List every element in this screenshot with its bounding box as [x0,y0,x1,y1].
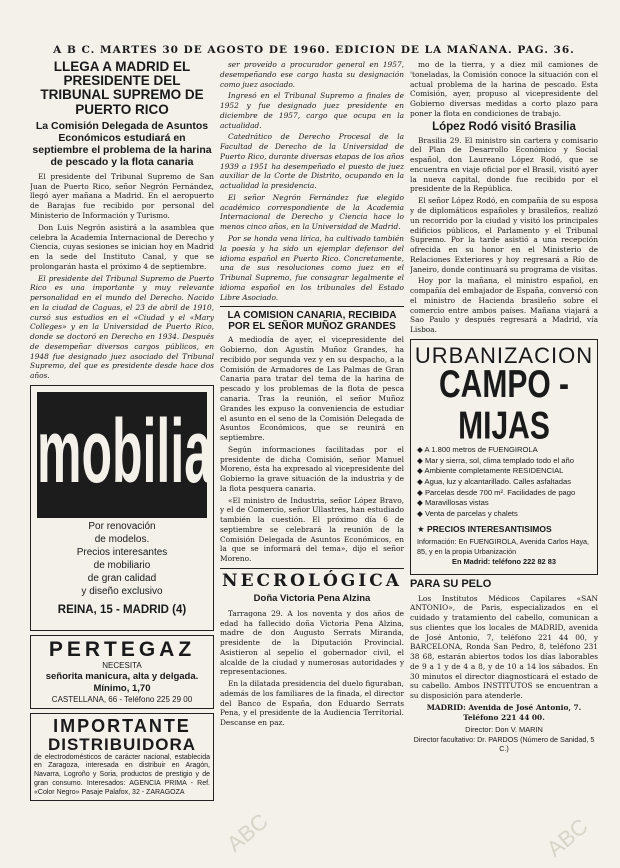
page-header: A B C. MARTES 30 DE AGOSTO DE 1960. EDICION DE LA MAÑANA. PAG. 36. [53,44,575,56]
article-paragraph: «El ministro de Industria, señor López Bravo, y el de Comercio, señor Ullastres, han estudiado también la cuestión. El próximo día 6 de septiembre se celebrará la reunión de la Comisión Delegada de Asuntos Económicos, en la que se informará del tema», dijo el señor Moreno. [220,495,404,564]
article-paragraph: El presidente del Tribunal Supremo de San Juan de Puerto Rico, señor Negrón Fernández, llegó ayer mañana a Madrid. En el aeropuerto de Barajas fue recibido por personal del Ministerio de Información y Turismo. [30,171,214,220]
campo-mijas-title: CAMPO - MIJAS [439,363,569,448]
column-middle [220,60,404,860]
mobilia-address: REINA, 15 - MADRID (4) [57,604,187,617]
features-list: ◆ A 1.800 metros de FUENGIROLA ◆ Mar y sierra, sol, clima templado todo el año ◆ Ambiente completamente RESIDENCIAL ◆ Agua, luz y alcantarillado. Calles asfaltadas ◆ Parcelas desde 700 m². Facilidades de pago ◆ Maravillosas vistas ◆ Venta de parcelas y chalets [417,445,591,519]
column-left [30,60,214,860]
subheadline-comision: La Comisión Delegada de Asuntos Económicos estudiará en septiembre el problema de la harina de pescado y la flota canaria [32,119,212,168]
article-paragraph: Tarragona 29. A los noventa y dos años de edad ha fallecido doña Victoria Pena Alzina, madre de don Augusto Serrats Miranda, presidente de la Diputación Provincial. Asistieron al sepelio el gobernador civil, el alcalde de la ciudad y numerosas autoridades y representaciones. [220,608,404,677]
headline-puerto-rico: LLEGA A MADRID EL PRESIDENTE DEL TRIBUNAL SUPREMO DE PUERTO RICO [40,60,204,117]
article-paragraph: A mediodía de ayer, el vicepresidente del Gobierno, don Agustín Muñoz Grandes, ha recibido por segunda vez y en su despacho, a la Comisión de Armadores de Las Palmas de Gran Canaria para tratar del tema de la harina de pescado y los problemas de la flota de pesca canaria. Tras la reunión, el señor Muñoz Grandes les expuso la conveniencia de estudiar el asunto en el seno de la Comisión Delegada de Asuntos Económicos, que se reunirá en septiembre. [220,335,404,443]
divider [220,568,404,569]
article-paragraph: Ingresó en el Tribunal Supremo a finales de 1952 y fue designado juez presidente en diciembre de 1957, cargo que ocupa en la actualidad. [220,91,404,130]
necrologica-subtitle: Doña Victoria Pena Alzina [253,592,371,604]
precios-line: ★ PRECIOS INTERESANTISIMOS [417,523,552,534]
watermark: ABC [221,808,273,857]
article-paragraph: mo de la tierra, y a diez mil camiones de 'toneladas, la Comisión conoce la situación con el actual problema de la harina de pescado. Esta Comisión, ayer, propuso al vicepresidente del Gobierno diversas medidas a corto plazo para poner la flota en condiciones de trabajo. [410,60,598,118]
article-paragraph: El presidente del Tribunal Supremo de Puerto Rico es una importante y muy relevante personalidad en el mundo del Derecho. Nacido en la ciudad de Caguas, el 23 de abril de 1910, cursó sus estudios en el «Ciudad y el «Mary Colleges» y en la Universidad de Puerto Rico, donde se doctoró en Derecho en 1934. Después de desempeñar diversos cargos públicos, en 1948 fue designado juez asociado del Tribunal Supremo, del que es presidente desde hace dos años. [30,273,214,381]
pelo-title: PARA SU PELO [410,577,492,590]
mobilia-ad [30,385,214,631]
director-line-2: Director facultativo: Dr. PARDOS (Número de Sanidad, 5 C.) [413,734,595,753]
article-paragraph: El señor Negrón Fernández fue elegido académico correspondiente de la Academia Internacional de Derecho y Ciencia hace lo menos cinco años, en la Universidad de Madrid. [220,192,404,232]
article-paragraph: El señor López Rodó, en compañía de su esposa y de diplomáticos españoles y brasileños, realizó un recorrido por la ciudad y visitó los principales edificios públicos, el Parlamento y el Tribunal Supremo. Por la tarde asistió a una recepción ofrecida en su honor en el Ministerio de Relaciones Exteriores y hoy regresará a Río de Janeiro, donde continuará su programa de visitas. [410,196,598,274]
article-paragraph: ser proveído a procurador general en 1957, desempeñando ese cargo hasta su designación como juez asociado. [220,60,404,89]
headline-lopez-rodo: López Rodó visitó Brasilia [432,120,576,133]
necrologica-title: NECROLÓGICA [222,570,402,591]
star-icon: ★ [417,523,427,534]
divider [220,306,404,307]
article-paragraph: Los Institutos Médicos Capilares «SAN ANTONIO», de Paris, especializados en el cuidado y tratamiento del cabello, comunican a sus clientes que los locales de MADRID, avenida de José Antonio, 7, teléfono 221 44 00, y BARCELONA, Ronda San Pedro, 8, teléfono 231 38 68, estarán abiertos todos los días laborables de 9 a 1 y de 4 a 8, y de 10 a 14 los sábados. En 30 minutos el director diagnosticará el estado de su cabello. Ambos INSTITUTOS se encuentran a su disposición para atenderle. [410,593,598,701]
pertegaz-ad: PERTEGAZ NECESITA señorita manicura, alta y delgada. Mínimo, 1,70 CASTELLANA, 66 - Teléfono 225 29 00 [30,635,214,709]
article-paragraph: Por se honda vena lírica, ha cultivado también la poesía y ha sido un ejemplar defensor del idioma español en Puerto Rico. Concretamente, una de sus resoluciones como juez en el Tribunal Supremo, fue consagrar legalmente el idioma español en los tribunales del Estado Libre Asociado. [220,234,404,302]
pertegaz-name: PERTEGAZ [48,638,196,662]
headline-comision-canaria: LA COMISION CANARIA, RECIBIDA POR EL SEÑOR MUÑOZ GRANDES [227,310,397,332]
article-paragraph: Don Luis Negrón asistirá a la asamblea que celebra la Academia Internacional de Derecho y Ciencia, cuyas sesiones se inician hoy en Madrid en la sede del Instituto Canal, y que se prolongarán hasta el próximo 4 de septiembre. [30,222,214,271]
urbanizacion-title: URBANIZACION [414,342,594,368]
article-paragraph: Brasilia 29. El ministro sin cartera y comisario del Plan de Desarrollo Económico y Social español, don Laureano López Rodó, que se encuentra en viaje oficial por el Brasil, visitó ayer la nueva capital, donde fue recibido por el presidente de la República. [410,135,598,194]
column-right: mo de la tierra, y a diez mil camiones de 'toneladas, la Comisión conoce la situación con el actual problema de la harina de pescado. Esta Comisión, ayer, propuso al vicepresidente del Gobierno diversas medidas a corto plazo para poner la flota en condiciones de trabajo. López Rodó visitó Brasilia Brasilia 29. El ministro sin cartera y comisario del Plan de Desarrollo Económico y Social español, don Laureano López Rodó, que se encuentra en viaje oficial por el Brasil, visitó ayer la nueva capital, donde fue recibido por el presidente de la República. El señor López Rodó, en compañía de su esposa y de diplomáticos españoles y brasileños, realizó un recorrido por la ciudad y visitó los principales edificios públicos, el Parlamento y el Tribunal Supremo. Por la tarde asistió a una recepción ofrecida en su honor en el Ministerio de Relaciones Exteriores y hoy regresará a Río de Janeiro, donde continuará su programa de visitas. Hoy por la mañana, el ministro español, en compañía del embajador de España, conversó con el ministro de Hacienda brasileño sobre el comercio entre ambos países. Mañana viajará a Sao Paulo y después regresará a Madrid, vía Lisboa. URBANIZACION CAMPO - MIJAS ◆ A 1.800 metros de FUENGIROLA ◆ Mar y sierra, sol, clima templado todo el año ◆ Ambiente completamente RESIDENCIAL ◆ Agua, luz y alcantarillado. Calles asfaltadas ◆ Parcelas desde 700 m². Facilidades de pago ◆ Maravillosas vistas ◆ Venta de parcelas y chalets ★ PRECIOS INTERESANTISIMOS Información: En FUENGIROLA, Avenida Carlos Haya, 85, y en la propia Urbanización En Madrid: teléfono 222 82 83 PARA SU PELO Los Institutos Médicos Capilares «SAN ANTONIO», de Paris, especializados en el cuidado y tratamiento del cabello, comunican a sus clientes que los locales de MADRID, avenida de José Antonio, 7, teléfono 221 44 00, y BARCELONA, Ronda San Pedro, 8, teléfono 231 38 68, estarán abiertos todos los días laborables de 9 a 1 y de 4 a 8, y de 10 a 14 los sábados. En 30 minutos el director diagnosticará el estado de su cabello. Ambos INSTITUTOS se encuentran a su disposición para atenderle. MADRID: Avenida de José Antonio, 7. Teléfono 221 44 00. Director: Don V. MARIN Director facultativo: Dr. PARDOS (Número de Sanidad, 5 C.) [410,60,598,860]
mobilia-tagline: Por renovación de modelos. Precios interesantes de mobiliario de gran calidad y diseño exclusivo [76,521,168,598]
urbanizacion-ad: URBANIZACION CAMPO - MIJAS ◆ A 1.800 metros de FUENGIROLA ◆ Mar y sierra, sol, clima templado todo el año ◆ Ambiente completamente RESIDENCIAL ◆ Agua, luz y alcantarillado. Calles asfaltadas ◆ Parcelas desde 700 m². Facilidades de pago ◆ Maravillosas vistas ◆ Venta de parcelas y chalets ★ PRECIOS INTERESANTISIMOS Información: En FUENGIROLA, Avenida Carlos Haya, 85, y en la propia Urbanización En Madrid: teléfono 222 82 83 [410,339,598,575]
article-paragraph: Según informaciones facilitadas por el presidente de dicha Comisión, señor Manuel Moreno, ésta ha expresado al vicepresidente del Gobierno la grave situación de la industria y de la flota pesquera canaria. [220,444,404,493]
director-line: Director: Don V. MARIN [465,725,543,735]
article-paragraph: Catedrático de Derecho Procesal de la Facultad de Derecho de la Universidad de Puerto Rico, durante diversas etapas de los años 1939 a 1951 ha desempeñado el puesto de juez auxiliar de la Corte de Distrito, ocupando en la actualidad la presidencia. [220,132,404,191]
distribuidora-ad: IMPORTANTE DISTRIBUIDORA de electrodomésticos de carácter nacional, establecida en Zaragoza, interesada en distribuir en Aragón, Navarra, Logroño y Soria, productos de prestigio y de gran consumo. Interesados: AGENCIA PRIMA - Ref. «Color Negro» Pasaje Palafox, 32 - ZARAGOZA [30,713,214,801]
mobilia-logo: mobilia [37,392,207,518]
article-paragraph: En la dilatada presidencia del duelo figuraban, además de los familiares de la finada, el director del Banco de España, don Eduardo Serrats Pena, y el presidente de la Audiencia Territorial. Descanse en paz. [220,679,404,728]
watermark: ABC [541,813,593,862]
article-paragraph: Hoy por la mañana, el ministro español, en compañía del embajador de España, conversó con el ministro de Hacienda brasileño sobre el comercio entre ambos países. Mañana viajará a Sao Paulo y después regresará a Madrid, vía Lisboa. [410,276,598,335]
